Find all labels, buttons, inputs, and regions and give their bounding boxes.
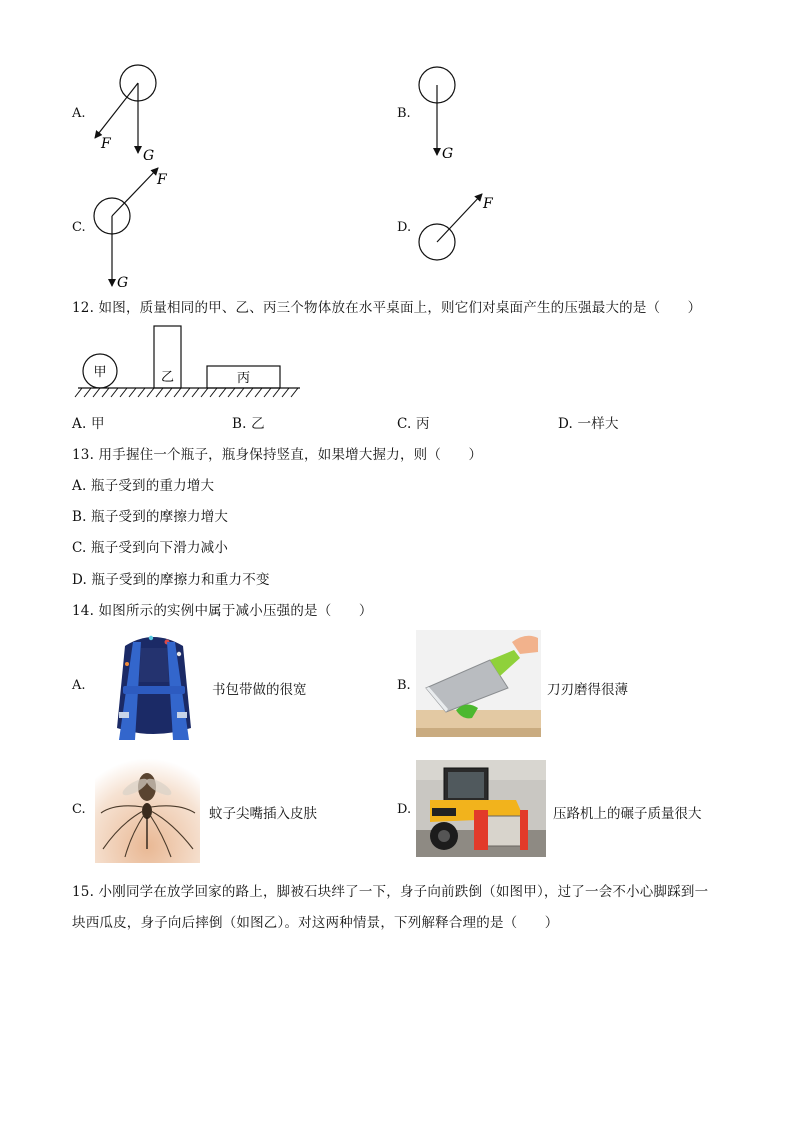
- question-12-text: 12. 如图，质量相同的甲、乙、丙三个物体放在水平桌面上，则它们对桌面产生的压强最大的是（ ）: [72, 300, 702, 316]
- choice-a[interactable]: A. 甲: [72, 416, 105, 432]
- force-label-f: F: [101, 136, 111, 152]
- mosquito-image: [95, 753, 200, 863]
- backpack-image: [105, 628, 202, 744]
- option-label-a: A.: [72, 106, 86, 121]
- option-label-c: C.: [72, 802, 86, 817]
- option-label-c: C.: [72, 220, 86, 235]
- q12-figure: [72, 322, 307, 402]
- road-roller-image: [416, 760, 546, 857]
- object-bing-label: 丙: [236, 371, 251, 386]
- question-14-text: 14. 如图所示的实例中属于减小压强的是（ ）: [72, 603, 373, 619]
- choice-b[interactable]: B. 瓶子受到的摩擦力增大: [72, 509, 229, 525]
- option-label-b: B.: [397, 106, 411, 121]
- option-label-a: A.: [72, 678, 86, 693]
- force-diagram-a: [85, 60, 175, 170]
- choice-d[interactable]: D. 一样大: [558, 416, 619, 432]
- option-label-d: D.: [397, 802, 412, 817]
- choice-d[interactable]: D. 瓶子受到的摩擦力和重力不变: [72, 572, 270, 588]
- force-label-f: F: [157, 172, 167, 188]
- choice-a[interactable]: A. 瓶子受到的重力增大: [72, 478, 215, 494]
- option-d-caption: 压路机上的碾子质量很大: [553, 806, 702, 822]
- force-diagram-d: [410, 185, 510, 270]
- object-yi-label: 乙: [160, 370, 175, 385]
- knife-image: [416, 630, 541, 737]
- choice-b[interactable]: B. 乙: [232, 416, 265, 432]
- force-label-g: G: [117, 275, 129, 291]
- option-label-b: B.: [397, 678, 411, 693]
- option-c-caption: 蚊子尖嘴插入皮肤: [209, 806, 317, 822]
- question-15-line-2: 块西瓜皮，身子向后摔倒（如图乙）。对这两种情景，下列解释合理的是（ ）: [72, 915, 559, 931]
- force-label-g: G: [143, 148, 155, 164]
- option-label-d: D.: [397, 220, 412, 235]
- object-jia-label: 甲: [93, 365, 107, 380]
- option-a-caption: 书包带做的很宽: [212, 682, 307, 698]
- force-label-f: F: [483, 196, 493, 212]
- force-diagram-c: [85, 162, 185, 292]
- force-label-g: G: [442, 146, 454, 162]
- option-b-caption: 刀刃磨得很薄: [547, 682, 628, 698]
- choice-c[interactable]: C. 丙: [397, 416, 430, 432]
- question-15-line-1: 15. 小刚同学在放学回家的路上，脚被石块绊了一下，身子向前跌倒（如图甲），过了一会不小心脚踩到一: [72, 884, 709, 900]
- question-13-text: 13. 用手握住一个瓶子，瓶身保持竖直，如果增大握力，则（ ）: [72, 447, 483, 463]
- force-diagram-b: [410, 60, 490, 170]
- choice-c[interactable]: C. 瓶子受到向下滑力减小: [72, 540, 229, 556]
